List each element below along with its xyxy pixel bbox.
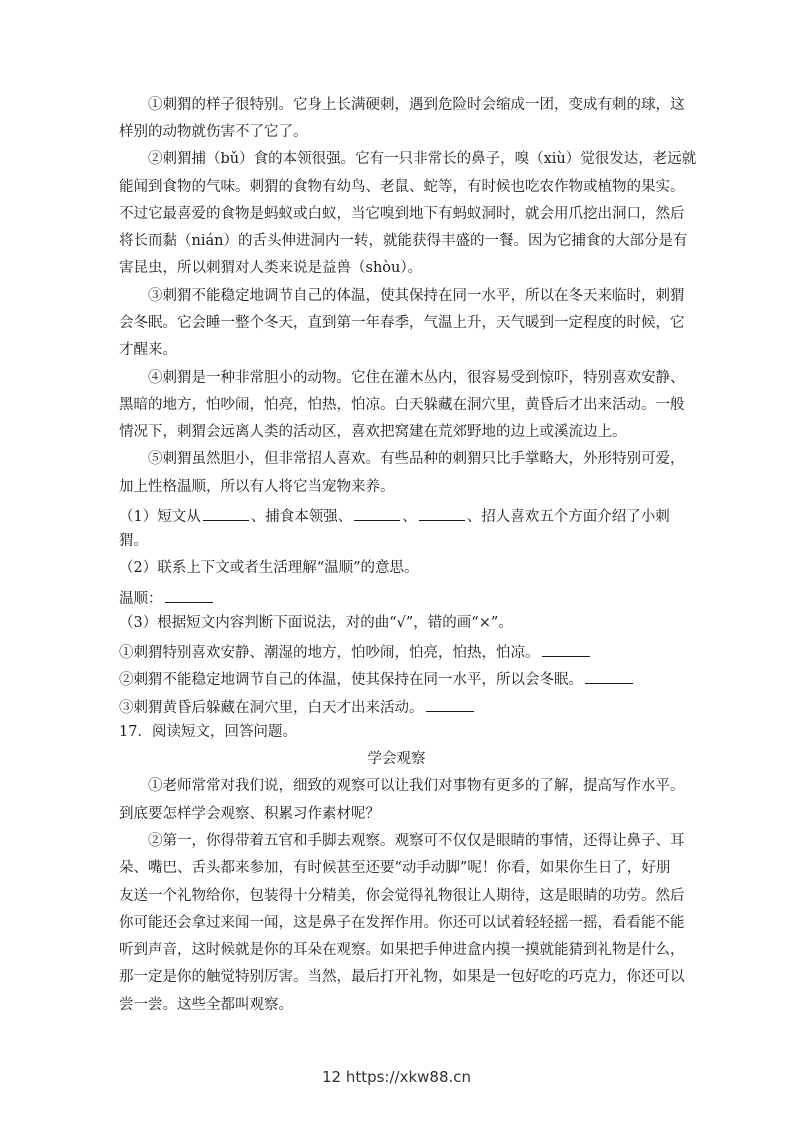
- page-footer: 12 https://xkw88.cn: [321, 1068, 472, 1086]
- q17-p1-line-1: ①老师常常对我们说，细致的观察可以让我们对事物有更多的了解，提高写作水平。: [148, 778, 685, 794]
- p2-line-1: ②刺猬捕（bǔ）食的本领很强。它有一只非常长的鼻子，嗅（xiù）觉很发达，老远就: [148, 151, 697, 167]
- p4-line-2: 黑暗的地方，怕吵闹，怕亮，怕热，怕凉。白天躲藏在洞穴里，黄昏后才出来活动。一般: [119, 397, 685, 413]
- q2-answer-line: [119, 586, 679, 606]
- p4-line-1: ④刺猬是一种非常胆小的动物。它住在灌木丛内，很容易受到惊吓，特别喜欢安静、: [148, 370, 685, 386]
- q2-answer-blank[interactable]: [165, 586, 213, 603]
- question-3: （3）根据短文内容判断下面说法，对的曲“√”，错的画“×”。: [119, 615, 513, 631]
- q1-text-c: 、: [402, 509, 417, 525]
- p3-line-1: ③刺猬不能稳定地调节自己的体温，使其保持在同一水平，所以在冬天来临时，刺猬: [148, 288, 685, 304]
- q17-p2-line-3: 友送一个礼物给你，包装得十分精美，你会觉得礼物很让人期待，这是眼睛的功劳。然后: [119, 888, 685, 904]
- p1-line-2: 样别的动物就伤害不了它了。: [119, 124, 308, 140]
- p4-line-3: 情况下，刺猬会远离人类的活动区，喜欢把窝建在荒郊野地的边上或溪流边上。: [119, 424, 627, 440]
- q1-blank-1[interactable]: [203, 504, 249, 521]
- q3-item-2-blank[interactable]: [585, 667, 633, 684]
- p2-line-2: 能闻到食物的气味。刺猬的食物有幼鸟、老鼠、蛇等，有时候也吃农作物或植物的果实。: [119, 179, 685, 195]
- p5-line-1: ⑤刺猬虽然胆小，但非常招人喜欢。有些品种的刺猬只比手掌略大，外形特别可爱，: [148, 451, 685, 467]
- q3-item-1: [119, 640, 679, 660]
- p3-line-2: 会冬眠。它会睡一整个冬天，直到第一年春季，气温上升，天气暖到一定程度的时候，它: [119, 315, 685, 331]
- q3-item-2: [119, 667, 679, 687]
- q17-p2-line-6: 那一定是你的触觉特别厉害。当然，最后打开礼物，如果是一包好吃的巧克力，你还可以: [119, 969, 685, 985]
- q1-line-2: 猬。: [119, 533, 148, 549]
- q17-p2-line-2: 朵、嘴巴、舌头都来参加，有时候甚至还要“动手动脚”呢！你看，如果你生日了，好朋: [119, 860, 671, 876]
- q3-item-2-text: ②刺猬不能稳定地调节自己的体温，使其保持在同一水平，所以会冬眠。: [119, 672, 583, 688]
- q1-blank-2[interactable]: [354, 504, 400, 521]
- q17-p2-line-7: 尝一尝。这些全都叫观察。: [119, 997, 293, 1013]
- passage-title: 学会观察: [367, 751, 426, 767]
- p3-line-3: 才醒来。: [119, 342, 177, 358]
- q17-p2-line-1: ②第一，你得带着五官和手脚去观察。观察可不仅仅是眼睛的事情，还得让鼻子、耳: [148, 833, 685, 849]
- q1-text-d: 、招人喜欢五个方面介绍了小刺: [466, 509, 670, 525]
- q3-item-1-text: ①刺猬特别喜欢安静、潮湿的地方，怕吵闹，怕亮，怕热，怕凉。: [119, 645, 540, 661]
- q1-text-a: （1）短文从: [119, 509, 201, 525]
- question-1: [119, 504, 679, 524]
- q3-item-1-blank[interactable]: [542, 640, 590, 657]
- q17-p2-line-4: 你可能还会拿过来闻一闻，这是鼻子在发挥作用。你还可以试着轻轻摇一摇，看看能不能: [119, 915, 685, 931]
- question-2: （2）联系上下文或者生活理解“温顺”的意思。: [119, 560, 419, 576]
- p1-line-1: ①刺猬的样子很特别。它身上长满硬刺，遇到危险时会缩成一团，变成有刺的球，这: [148, 97, 685, 113]
- q1-text-b: 、捕食本领强、: [250, 509, 353, 525]
- p5-line-2: 加上性格温顺，所以有人将它当宠物来养。: [119, 479, 395, 495]
- p2-line-5: 害昆虫，所以刺猬对人类来说是益兽（shòu）。: [119, 260, 423, 276]
- q17-p1-line-2: 到底要怎样学会观察、积累习作素材呢？: [119, 806, 380, 822]
- q2-answer-label: 温顺：: [119, 591, 163, 607]
- q3-item-3-blank[interactable]: [426, 695, 474, 712]
- p2-line-4: 将长而黏（nián）的舌头伸进洞内一转，就能获得丰盛的一餐。因为它捕食的大部分是有: [119, 233, 688, 249]
- q17-p2-line-5: 听到声音，这时候就是你的耳朵在观察。如果把手伸进盒内摸一摸就能猜到礼物是什么，: [119, 942, 685, 958]
- q1-blank-3[interactable]: [419, 504, 465, 521]
- p2-line-3: 不过它最喜爱的食物是蚂蚁或白蚁，当它嗅到地下有蚂蚁洞时，就会用爪挖出洞口，然后: [119, 206, 685, 222]
- q3-item-3: [119, 695, 679, 715]
- q3-item-3-text: ③刺猬黄昏后躲藏在洞穴里，白天才出来活动。: [119, 700, 424, 716]
- question-17-heading: 17．阅读短文，回答问题。: [119, 724, 297, 740]
